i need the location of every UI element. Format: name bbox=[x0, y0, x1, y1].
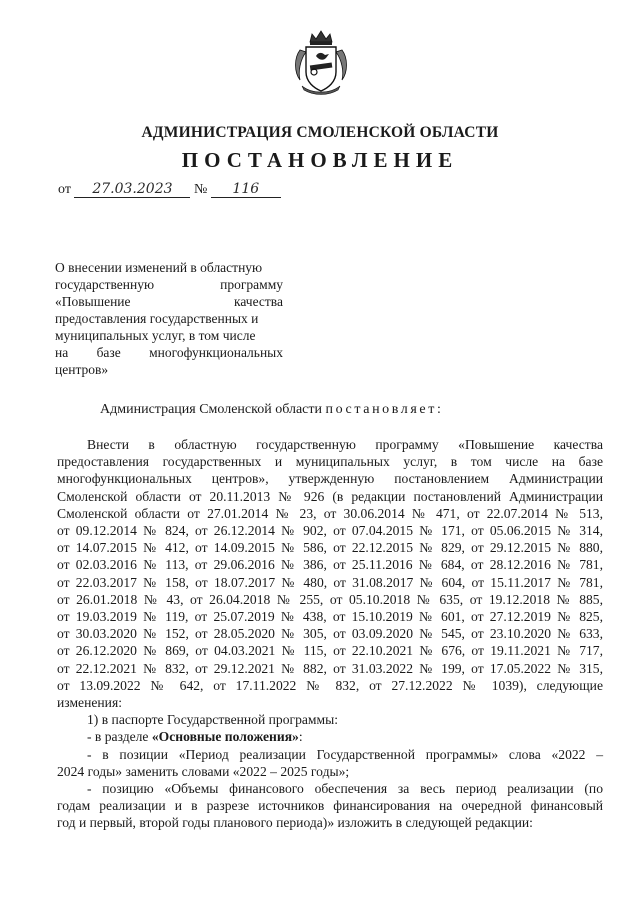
body-line: Смоленской области от 27.01.2014 № 23, от 30.06.2014 № 471, от 22.07.2014 № 513, bbox=[57, 505, 603, 521]
body-line: многофункциональных центров», утвержденную постановлением Администрации bbox=[57, 471, 603, 487]
document-number: 116 bbox=[211, 181, 281, 198]
organization-name: АДМИНИСТРАЦИЯ СМОЛЕНСКОЙ ОБЛАСТИ bbox=[141, 124, 499, 141]
section-name: «Основные положения» bbox=[151, 729, 299, 745]
body-line: от 30.03.2020 № 152, от 28.05.2020 № 305, от 03.09.2020 № 545, от 23.10.2020 № 633, bbox=[57, 626, 603, 642]
section-line bbox=[57, 728, 603, 745]
position-2-line: год и первый, второй годы планового периода)» изложить в следующей редакции: bbox=[57, 815, 533, 831]
position-1-line: - в позиции «Период реализации Государственной программы» слова «2022 – bbox=[87, 746, 603, 762]
date-number-line bbox=[58, 181, 281, 198]
subject-line: государственную программу bbox=[55, 277, 283, 292]
subject-line: О внесении изменений в областную bbox=[55, 260, 263, 275]
body-line: от 14.07.2015 № 412, от 14.09.2015 № 586, от 22.12.2015 № 829, от 29.12.2015 № 880, bbox=[57, 540, 603, 556]
body-line: предоставления государственных и муниципальных услуг, в том числе на базе bbox=[57, 454, 603, 470]
item-1-line: 1) в паспорте Государственной программы: bbox=[87, 712, 339, 728]
document-date: 27.03.2023 bbox=[74, 181, 190, 198]
body-line: Внести в областную государственную программу «Повышение качества bbox=[87, 437, 603, 452]
body-line: Смоленской области от 20.11.2013 № 926 (в редакции постановлений Администрации bbox=[57, 488, 603, 504]
body-line: от 22.12.2021 № 832, от 29.12.2021 № 882, от 31.03.2022 № 199, от 17.05.2022 № 315, bbox=[57, 660, 603, 676]
body-line: от 22.03.2017 № 158, от 18.07.2017 № 480, от 31.08.2017 № 604, от 15.11.2017 № 781, bbox=[57, 574, 603, 590]
date-prefix: от bbox=[58, 182, 71, 197]
body-line: от 02.03.2016 № 113, от 29.06.2016 № 386, от 25.11.2016 № 684, от 28.12.2016 № 781, bbox=[57, 557, 603, 573]
subject-line: предоставления государственных и bbox=[55, 311, 259, 326]
body-line: от 26.12.2020 № 869, от 04.03.2021 № 115, от 22.10.2021 № 676, от 19.11.2021 № 717, bbox=[57, 643, 603, 659]
body-line: от 19.03.2019 № 119, от 25.07.2019 № 438, от 15.10.2019 № 601, от 27.12.2019 № 825, bbox=[57, 609, 603, 625]
resolution-line bbox=[100, 402, 443, 418]
document-type-title: ПОСТАНОВЛЕНИЕ bbox=[181, 148, 459, 172]
coat-of-arms-emblem bbox=[292, 28, 350, 96]
position-2-line: годам реализации и в разрезе источников финансирования на очередной финансовый bbox=[57, 798, 603, 814]
subject-line: на базе многофункциональных bbox=[55, 345, 283, 360]
resolution-verb: постановляет: bbox=[325, 402, 444, 417]
subject-line: «Повышение качества bbox=[55, 294, 283, 309]
section-prefix: - в разделе bbox=[87, 729, 149, 745]
position-1-line: 2024 годы» заменить словами «2022 – 2025 годы»; bbox=[57, 763, 350, 779]
resolution-lead: Администрация Смоленской области bbox=[100, 402, 323, 417]
subject-line: центров» bbox=[55, 362, 109, 377]
number-label: № bbox=[193, 182, 208, 197]
body-line: от 26.01.2018 № 43, от 26.04.2018 № 255, от 05.10.2018 № 635, от 19.12.2018 № 885, bbox=[57, 591, 603, 607]
body-line: от 13.09.2022 № 642, от 17.11.2022 № 832, от 27.12.2022 № 1039), следующие bbox=[57, 677, 603, 693]
section-suffix: : bbox=[298, 729, 303, 745]
body-line: от 09.12.2014 № 824, от 26.12.2014 № 902, от 07.04.2015 № 171, от 05.06.2015 № 314, bbox=[57, 523, 603, 539]
subject-line: муниципальных услуг, в том числе bbox=[55, 328, 256, 343]
body-line: изменения: bbox=[57, 695, 122, 711]
subject-block bbox=[55, 259, 283, 378]
body-text bbox=[57, 436, 603, 832]
position-2-line: - позицию «Объемы финансового обеспечения за весь период реализации (по bbox=[87, 781, 603, 797]
